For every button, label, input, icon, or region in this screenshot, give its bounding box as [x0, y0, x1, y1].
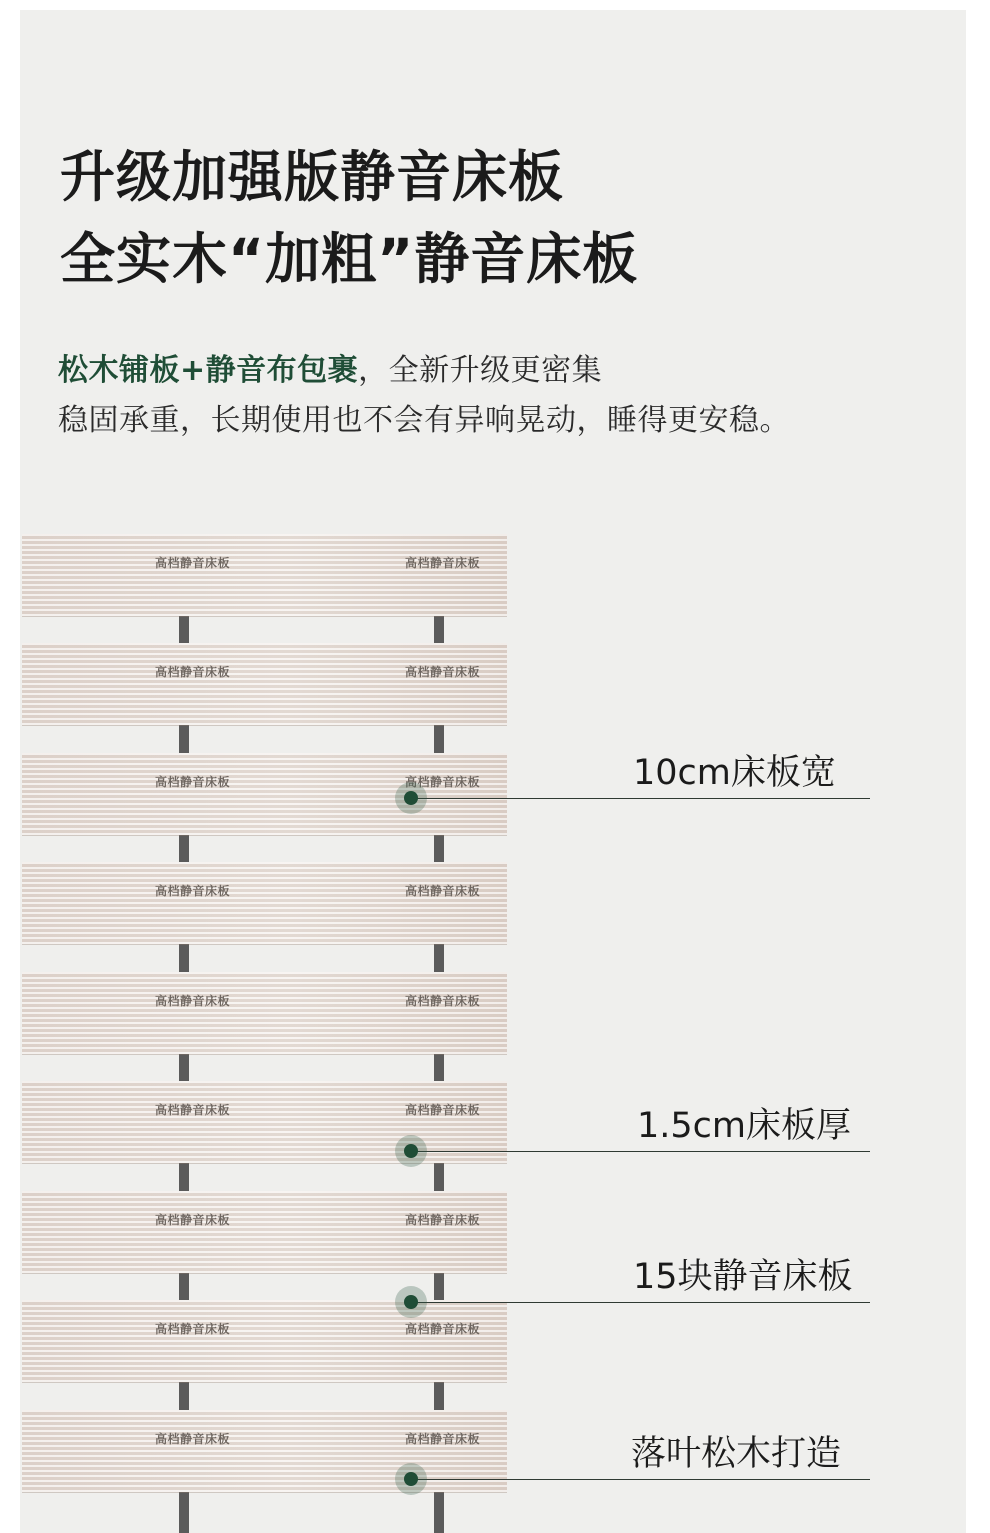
description-line-1-rest: ，全新升级更密集	[358, 353, 603, 388]
callout-marker-dot	[395, 782, 427, 814]
slat-label: 高档静音床板	[155, 1103, 231, 1117]
support-post-right	[434, 944, 444, 972]
support-post-left	[179, 1054, 189, 1081]
bed-slat	[22, 1300, 507, 1382]
bed-slat	[22, 972, 507, 1054]
slat-label: 高档静音床板	[405, 1322, 481, 1336]
slat-label: 高档静音床板	[405, 1432, 481, 1446]
support-post-left	[179, 725, 189, 753]
callout-count: 15块静音床板	[633, 1257, 853, 1297]
headline-line-2: 全实木“加粗”静音床板	[60, 227, 639, 291]
support-post-right	[434, 1163, 444, 1191]
slat-label: 高档静音床板	[405, 665, 481, 679]
slat-label: 高档静音床板	[155, 884, 231, 898]
slat-label: 高档静音床板	[155, 1213, 231, 1227]
slat-label: 高档静音床板	[155, 1322, 231, 1336]
slat-label: 高档静音床板	[405, 1103, 481, 1117]
slat-label: 高档静音床板	[155, 665, 231, 679]
bed-slat	[22, 1191, 507, 1273]
slat-label: 高档静音床板	[405, 556, 481, 570]
callout-leader-line	[411, 1151, 870, 1152]
support-post-right	[434, 835, 444, 862]
callout-marker-dot	[395, 1286, 427, 1318]
bed-slat	[22, 753, 507, 835]
support-post-right	[434, 616, 444, 643]
bed-slat	[22, 534, 507, 616]
support-post-right	[434, 1054, 444, 1081]
support-post-left	[179, 944, 189, 972]
support-post-left	[179, 1163, 189, 1191]
slat-label: 高档静音床板	[405, 994, 481, 1008]
support-post-right	[434, 725, 444, 753]
callout-width: 10cm床板宽	[633, 753, 836, 793]
support-post-left	[179, 1382, 189, 1410]
callout-leader-line	[411, 798, 870, 799]
bed-slat	[22, 862, 507, 944]
slat-label: 高档静音床板	[405, 1213, 481, 1227]
callout-material: 落叶松木打造	[631, 1434, 842, 1474]
description-line-2: 稳固承重，长期使用也不会有异响晃动，睡得更安稳。	[58, 403, 790, 438]
slat-label: 高档静音床板	[155, 994, 231, 1008]
support-post-left	[179, 616, 189, 643]
support-post-right	[434, 1492, 444, 1533]
callout-leader-line	[411, 1302, 870, 1303]
support-post-left	[179, 1273, 189, 1300]
callout-marker-dot	[395, 1135, 427, 1167]
slat-label: 高档静音床板	[155, 1432, 231, 1446]
description-highlight: 松木铺板+静音布包裹	[58, 353, 359, 388]
slat-label: 高档静音床板	[155, 556, 231, 570]
callout-thickness: 1.5cm床板厚	[637, 1106, 851, 1146]
support-post-right	[434, 1382, 444, 1410]
support-post-right	[434, 1273, 444, 1300]
headline-line-1: 升级加强版静音床板	[60, 145, 565, 209]
bed-slat	[22, 643, 507, 725]
slat-label: 高档静音床板	[405, 884, 481, 898]
slat-label: 高档静音床板	[405, 775, 481, 789]
support-post-left	[179, 835, 189, 862]
support-post-left	[179, 1492, 189, 1533]
callout-marker-dot	[395, 1463, 427, 1495]
slat-label: 高档静音床板	[155, 775, 231, 789]
callout-leader-line	[411, 1479, 870, 1480]
